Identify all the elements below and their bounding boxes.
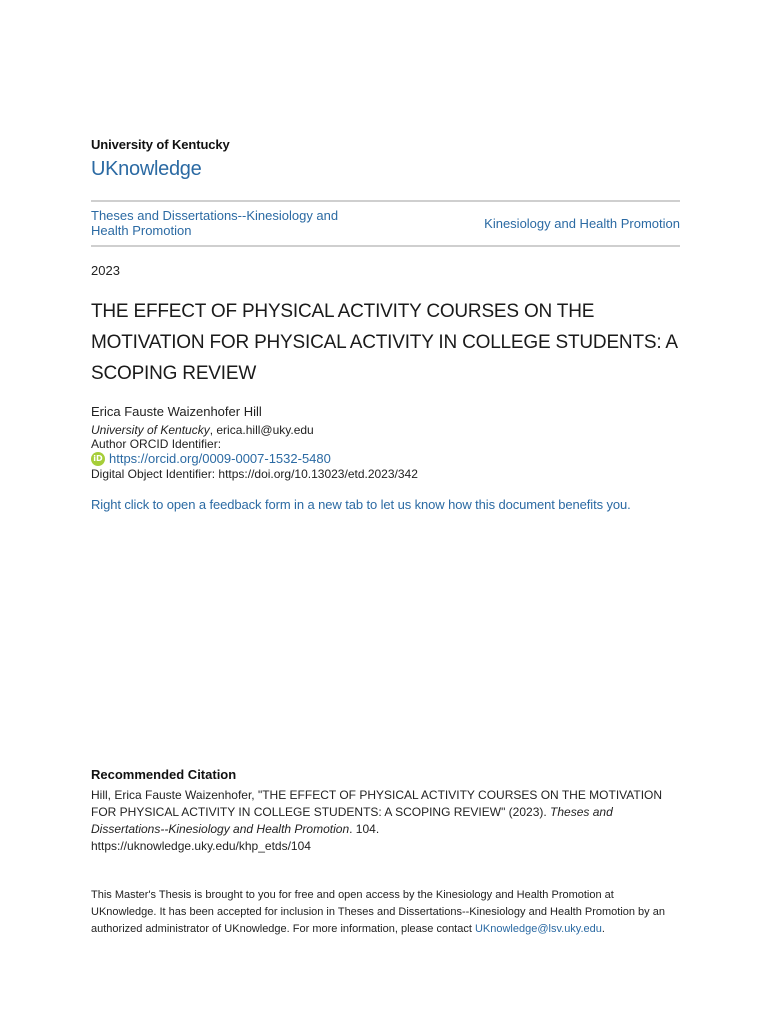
divider-top [91, 200, 680, 202]
notice-text: This Master's Thesis is brought to you for free and open access by the Kinesiology and Health Promotion at UKnowledge. It has been accepted for inclusion in Theses and Dissertations--Kinesiology and Health Promotion by an authorized administrator of UKnowledge. For more information, please contact [91, 889, 665, 935]
department-link[interactable]: Kinesiology and Health Promotion [484, 216, 680, 231]
doi: Digital Object Identifier: https://doi.org/10.13023/etd.2023/342 [91, 467, 418, 481]
orcid-link[interactable]: https://orcid.org/0009-0007-1532-5480 [109, 451, 331, 466]
affiliation-name: University of Kentucky [91, 423, 210, 437]
feedback-link[interactable]: Right click to open a feedback form in a new tab to let us know how this document benefits you. [91, 497, 631, 512]
author-email: , erica.hill@uky.edu [209, 423, 314, 437]
citation-heading: Recommended Citation [91, 767, 237, 782]
citation-number: . 104. [349, 822, 380, 836]
university-name: University of Kentucky [91, 137, 230, 152]
series-link[interactable]: Theses and Dissertations--Kinesiology and Health Promotion [91, 208, 339, 238]
publication-year: 2023 [91, 263, 120, 278]
divider-bottom [91, 245, 680, 247]
citation-text [91, 787, 680, 855]
citation-url: https://uknowledge.uky.edu/khp_etds/104 [91, 839, 311, 853]
orcid-icon: iD [91, 452, 105, 466]
access-notice [91, 887, 680, 938]
notice-end: . [601, 923, 605, 935]
contact-email-link[interactable]: UKnowledge@lsv.uky.edu [474, 923, 602, 935]
document-title: THE EFFECT OF PHYSICAL ACTIVITY COURSES ON THE MOTIVATION FOR PHYSICAL ACTIVITY IN COLLEGE STUDENTS: A SCOPING REVIEW [91, 301, 677, 384]
citation-series: Theses and Dissertations--Kinesiology and Health Promotion [91, 805, 613, 836]
orcid-label: Author ORCID Identifier: [91, 437, 222, 451]
uknowledge-link[interactable]: UKnowledge [91, 158, 202, 180]
author-name: Erica Fauste Waizenhofer Hill [91, 404, 262, 419]
citation-main: Hill, Erica Fauste Waizenhofer, "THE EFFECT OF PHYSICAL ACTIVITY COURSES ON THE MOTIVATION FOR PHYSICAL ACTIVITY IN COLLEGE STUDENTS: A SCOPING REVIEW" (2023). [91, 788, 663, 819]
orcid-row [91, 451, 331, 466]
author-affiliation [91, 423, 314, 437]
